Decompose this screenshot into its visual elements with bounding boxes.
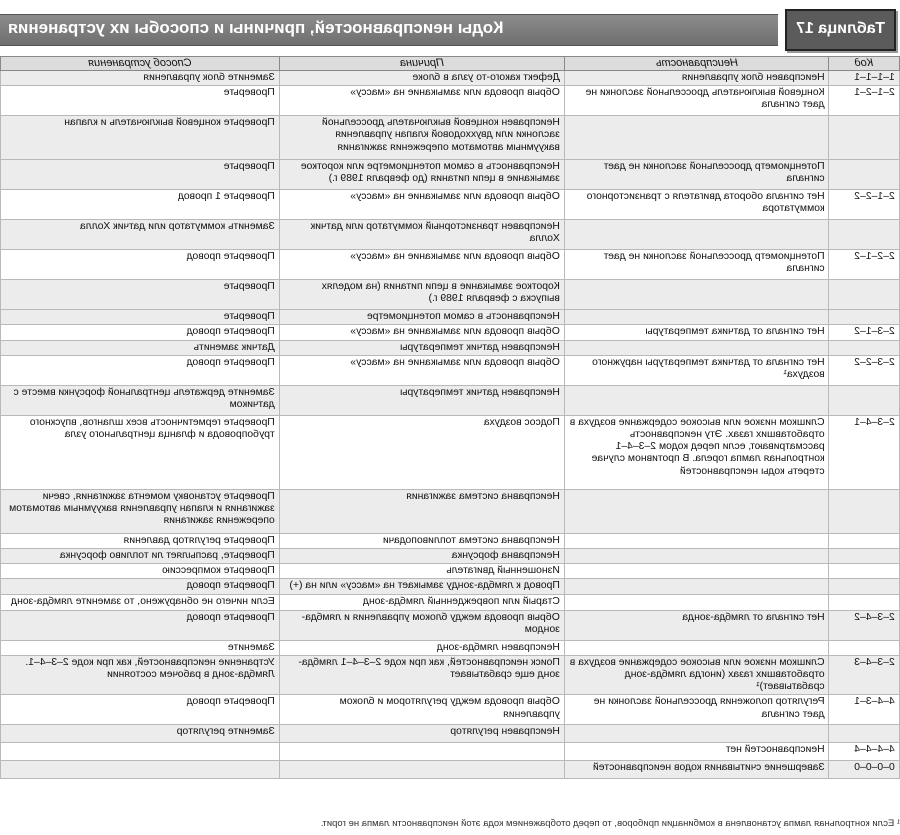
cell-solution xyxy=(1,385,280,415)
cell-solution-text: Проверьте провод xyxy=(186,326,275,338)
table-row xyxy=(1,250,900,280)
cell-cause xyxy=(279,250,564,280)
cell-solution xyxy=(1,220,280,250)
cell-solution-text: Проверьте провод xyxy=(186,696,275,708)
cell-cause-text: Подсос воздуха xyxy=(483,416,560,428)
cell-code-text: 4–4–3–1 xyxy=(854,696,895,708)
cell-cause xyxy=(279,160,564,190)
cell-code xyxy=(829,549,900,564)
table-row xyxy=(1,310,900,325)
cell-fault xyxy=(564,743,829,761)
cell-cause-text: Неисправен датчик температуры xyxy=(399,386,560,398)
cell-cause-text: Неисправна форсунка xyxy=(451,550,560,562)
cell-code-text: 2–3–4–3 xyxy=(854,656,895,668)
cell-code xyxy=(829,579,900,594)
cell-code xyxy=(829,325,900,340)
page-title: Коды неисправностей, причины и способы их устранения xyxy=(8,18,504,37)
cell-cause-text: Поиск неисправностей, как при коде 2–3–4–1 лямбда-зонд еще срабатывает xyxy=(298,656,560,681)
cell-fault xyxy=(564,610,829,640)
footnote-text: ¹ Если контрольная лампа установлена в комбинации приборов, то перед отображением кода этой неисправности лампа не горит. xyxy=(320,818,900,829)
fault-codes-table xyxy=(0,56,900,814)
cell-fault xyxy=(564,761,829,779)
cell-fault xyxy=(564,695,829,725)
cell-code xyxy=(829,533,900,548)
cell-cause xyxy=(279,564,564,579)
cell-solution-text: Проверьте установку момента зажигания, свечи зажигания и клапан управления вакуумным автоматом опережения зажигания xyxy=(9,490,275,527)
cell-fault xyxy=(564,725,829,743)
cell-cause-text: Обрыв провода между регулятором и блоком управления xyxy=(339,696,560,720)
table-row xyxy=(1,564,900,579)
cell-cause-text: Изношенный двигатель xyxy=(446,565,560,577)
cell-cause xyxy=(279,761,564,779)
col-header-solution xyxy=(1,57,280,71)
cell-cause xyxy=(279,385,564,415)
table-row xyxy=(1,220,900,250)
cell-fault-text: Нет сигнала от лямбда-зонда xyxy=(681,611,825,623)
cell-cause xyxy=(279,415,564,489)
table-number-label xyxy=(785,9,896,51)
cell-solution xyxy=(1,325,280,340)
cell-cause xyxy=(279,116,564,160)
cell-cause-text: Неисправность в самом потенциометре или короткое замыкание в цепи питания (до февраля 1989 г.) xyxy=(300,161,560,185)
table-row xyxy=(1,761,900,779)
cell-cause xyxy=(279,549,564,564)
cell-cause-text: Неисправна система зажигания xyxy=(406,490,560,502)
cell-fault xyxy=(564,533,829,548)
cell-cause xyxy=(279,489,564,533)
cell-solution xyxy=(1,655,280,695)
cell-code xyxy=(829,610,900,640)
cell-cause xyxy=(279,725,564,743)
cell-cause xyxy=(279,533,564,548)
cell-solution xyxy=(1,579,280,594)
cell-solution xyxy=(1,355,280,385)
col-header-cause-text: Причина xyxy=(399,57,444,69)
cell-solution-text: Проверьте xyxy=(223,87,275,99)
cell-solution-text: Проверьте регулятор давления xyxy=(123,534,275,546)
cell-cause-text: Неисправен лямбда-зонд xyxy=(436,641,560,653)
cell-fault xyxy=(564,340,829,355)
cell-cause-text: Короткое замыкание в цепи питания (на моделях выпуска с февраля 1989 г.) xyxy=(321,281,560,305)
cell-solution xyxy=(1,190,280,220)
cell-code-text: 2–3–1–2 xyxy=(854,326,895,338)
cell-solution-text: Проверьте, распыляет ли топливо форсунка xyxy=(59,550,275,562)
cell-cause xyxy=(279,340,564,355)
cell-code xyxy=(829,415,900,489)
cell-cause-text: Обрыв провода между блоком управления и лямбда-зондом xyxy=(301,611,560,635)
cell-solution xyxy=(1,640,280,655)
cell-code xyxy=(829,489,900,533)
table-row xyxy=(1,594,900,610)
cell-fault xyxy=(564,250,829,280)
cell-solution xyxy=(1,594,280,610)
title-bar xyxy=(0,14,778,46)
cell-solution-text: Проверьте провод xyxy=(186,251,275,263)
table-row xyxy=(1,695,900,725)
cell-cause xyxy=(279,594,564,610)
cell-solution xyxy=(1,415,280,489)
cell-solution xyxy=(1,564,280,579)
cell-solution xyxy=(1,160,280,190)
table-row xyxy=(1,86,900,116)
table-row xyxy=(1,743,900,761)
table-row xyxy=(1,190,900,220)
cell-fault xyxy=(564,190,829,220)
col-header-fault-text: Неисправность xyxy=(655,57,738,69)
cell-solution-text: Проверьте компрессию xyxy=(162,565,275,577)
cell-code xyxy=(829,220,900,250)
table-row xyxy=(1,533,900,548)
cell-cause-text: Неисправен датчик температуры xyxy=(399,341,560,353)
cell-solution xyxy=(1,86,280,116)
cell-solution-text: Датчик заменить xyxy=(193,341,275,353)
cell-cause-text: Провод к лямбда-зонду замыкает на «массу» или на (+) xyxy=(289,580,560,592)
table-header xyxy=(0,0,900,56)
cell-code-text: 2–2–1–2 xyxy=(854,251,895,263)
cell-cause xyxy=(279,220,564,250)
cell-solution-text: Проверьте провод xyxy=(186,356,275,368)
cell-cause-text: Обрыв провода или замыкание на «массу» xyxy=(350,326,560,338)
cell-solution xyxy=(1,761,280,779)
cell-fault xyxy=(564,280,829,310)
cell-cause-text: Обрыв провода или замыкание на «массу» xyxy=(350,251,560,263)
cell-cause xyxy=(279,610,564,640)
cell-fault-text: Слишком низкое или высокое содержание воздуха в отработавших газах. Эту неисправность рассматривают, если перед кодом 2–3–4–1 контрольная лампа горела. В противном случае стереть коды неисправностей xyxy=(569,416,825,477)
cell-code xyxy=(829,594,900,610)
cell-fault-text: Нет сигнала оборота двигателя с транзисторного коммутатора xyxy=(586,191,825,215)
cell-fault xyxy=(564,415,829,489)
cell-fault-text: Концевой выключатель дроссельной заслонки не дает сигнала xyxy=(585,87,825,111)
cell-cause-text: Неисправен транзисторный коммутатор или датчик Холла xyxy=(310,221,560,245)
cell-solution xyxy=(1,695,280,725)
table-row xyxy=(1,640,900,655)
table-row xyxy=(1,280,900,310)
cell-cause xyxy=(279,280,564,310)
cell-solution xyxy=(1,280,280,310)
table-row xyxy=(1,610,900,640)
cell-solution-text: Заменить коммутатор или датчик Холла xyxy=(80,221,275,233)
cell-cause-text: Неисправен концевой выключатель дроссельной заслонки или двухходовой клапан управления вакуумным автоматом опережения зажигания xyxy=(321,117,560,153)
table-row xyxy=(1,415,900,489)
table-row xyxy=(1,549,900,564)
cell-code xyxy=(829,71,900,86)
table-row xyxy=(1,725,900,743)
cell-fault-text: Слишком низкое или высокое содержание воздуха в отработавших газах (иногда лямбда-зонд срабатывает)¹ xyxy=(569,656,825,693)
cell-cause-text: Обрыв провода или замыкание на «массу» xyxy=(350,87,560,99)
cell-cause-text: Обрыв провода или замыкание на «массу» xyxy=(350,356,560,368)
cell-fault xyxy=(564,579,829,594)
cell-solution-text: Проверьте xyxy=(223,161,275,173)
cell-solution-text: Устранение неисправностей, как при коде 2–3–4–1. Лямбда-зонд в рабочем состоянии xyxy=(25,656,275,681)
cell-cause xyxy=(279,190,564,220)
cell-code-text: 2–1–2–2 xyxy=(854,191,895,203)
cell-solution xyxy=(1,310,280,325)
cell-code-text: 2–3–4–2 xyxy=(854,611,895,623)
cell-solution xyxy=(1,250,280,280)
cell-code xyxy=(829,190,900,220)
cell-fault xyxy=(564,355,829,385)
cell-cause xyxy=(279,71,564,86)
table-row xyxy=(1,340,900,355)
table-row xyxy=(1,116,900,160)
cell-code xyxy=(829,743,900,761)
table-row xyxy=(1,71,900,86)
cell-fault-text: Завершение считывания кодов неисправностей xyxy=(592,762,825,774)
cell-code xyxy=(829,385,900,415)
col-header-cause xyxy=(279,57,564,71)
cell-code-text: 2–1–2–1 xyxy=(854,87,895,99)
table-row xyxy=(1,325,900,340)
cell-cause xyxy=(279,640,564,655)
cell-solution xyxy=(1,71,280,86)
cell-cause-text: Неисправна система топливоподачи xyxy=(382,534,560,546)
cell-solution xyxy=(1,116,280,160)
cell-fault xyxy=(564,325,829,340)
cell-code xyxy=(829,564,900,579)
cell-fault xyxy=(564,86,829,116)
cell-solution-text: Замените держатель центральной форсунки вместе с датчиком xyxy=(13,386,275,411)
cell-fault xyxy=(564,220,829,250)
cell-solution xyxy=(1,549,280,564)
cell-fault-text: Потенциометр дроссельной заслонки не дает сигнала xyxy=(603,251,825,275)
cell-code xyxy=(829,86,900,116)
cell-fault xyxy=(564,594,829,610)
table-row xyxy=(1,489,900,533)
cell-code-text: 1–1–1–1 xyxy=(854,72,895,83)
cell-code-text: 2–3–4–1 xyxy=(854,416,895,428)
cell-fault-text: Неисправностей нет xyxy=(725,744,825,756)
cell-code-text: 0–0–0–0 xyxy=(854,762,895,774)
cell-solution xyxy=(1,725,280,743)
cell-cause-text: Обрыв провода или замыкание на «массу» xyxy=(350,191,560,203)
cell-cause xyxy=(279,655,564,695)
col-header-code xyxy=(829,57,900,71)
cell-code xyxy=(829,340,900,355)
cell-code xyxy=(829,725,900,743)
table-head-row xyxy=(1,57,900,71)
table-row xyxy=(1,655,900,695)
col-header-fault xyxy=(564,57,829,71)
cell-solution-text: Если ничего не обнаружено, то замените лямбда-зонд xyxy=(11,595,275,607)
cell-fault-text: Регулятор положения дроссельной заслонки не дает сигнала xyxy=(593,696,825,720)
cell-cause xyxy=(279,355,564,385)
cell-solution xyxy=(1,340,280,355)
cell-solution-text: Проверьте 1 провод xyxy=(178,191,275,203)
cell-code xyxy=(829,761,900,779)
cell-solution-text: Проверьте провод xyxy=(186,580,275,592)
cell-solution-text: Проверьте xyxy=(223,281,275,293)
cell-fault xyxy=(564,160,829,190)
col-header-solution-text: Способ устранения xyxy=(88,57,192,69)
table-row xyxy=(1,160,900,190)
cell-code xyxy=(829,695,900,725)
cell-cause-text: Старый или поврежденный лямбда-зонд xyxy=(362,595,560,607)
cell-solution xyxy=(1,743,280,761)
table-row xyxy=(1,355,900,385)
cell-fault xyxy=(564,640,829,655)
cell-code xyxy=(829,250,900,280)
cell-solution-text: Замените регулятор xyxy=(176,726,275,738)
cell-solution xyxy=(1,610,280,640)
cell-cause xyxy=(279,310,564,325)
cell-code-text: 2–3–2–2 xyxy=(854,356,895,368)
cell-fault xyxy=(564,385,829,415)
cell-fault xyxy=(564,116,829,160)
cell-solution-text: Проверьте xyxy=(223,311,275,323)
cell-code xyxy=(829,655,900,695)
col-header-code-text: Код xyxy=(854,57,874,69)
cell-solution-text: Замените xyxy=(227,641,275,653)
cell-cause-text: Неисправен регулятор xyxy=(450,726,560,738)
cell-code xyxy=(829,355,900,385)
cell-code xyxy=(829,280,900,310)
cell-fault xyxy=(564,549,829,564)
cell-solution xyxy=(1,489,280,533)
cell-code xyxy=(829,310,900,325)
table-body xyxy=(1,71,900,779)
cell-fault-text: Потенциометр дроссельной заслонки не дает сигнала xyxy=(603,161,825,185)
cell-cause xyxy=(279,579,564,594)
cell-fault xyxy=(564,71,829,86)
table-row xyxy=(1,385,900,415)
cell-fault xyxy=(564,655,829,695)
cell-fault-text: Неисправен блок управления xyxy=(681,72,825,83)
cell-cause-text: Дефект какого-то узла в блоке xyxy=(412,72,560,83)
cell-solution-text: Проверьте концевой выключатель и клапан xyxy=(64,117,275,129)
cell-solution-text: Замените блок управления xyxy=(143,72,275,83)
cell-solution-text: Проверьте провод xyxy=(186,611,275,623)
cell-fault xyxy=(564,310,829,325)
cell-fault-text: Нет сигнала от датчика температуры xyxy=(644,326,825,338)
cell-fault-text: Нет сигнала от датчика температуры наружного воздуха¹ xyxy=(591,356,825,381)
cell-fault xyxy=(564,489,829,533)
cell-code xyxy=(829,116,900,160)
cell-cause xyxy=(279,743,564,761)
cell-code-text: 4–4–4–4 xyxy=(854,744,895,756)
cell-solution xyxy=(1,533,280,548)
table-number-text: Таблица 17 xyxy=(796,20,885,37)
cell-cause xyxy=(279,325,564,340)
footnote xyxy=(0,818,900,833)
table-row xyxy=(1,579,900,594)
cell-cause-text: Неисправность в самом потенциометре xyxy=(366,311,560,323)
cell-cause xyxy=(279,695,564,725)
cell-code xyxy=(829,640,900,655)
cell-fault xyxy=(564,564,829,579)
cell-solution-text: Проверьте герметичность всех шлангов, впускного трубопровода и фланца центрального узла xyxy=(29,416,275,441)
cell-cause xyxy=(279,86,564,116)
cell-code xyxy=(829,160,900,190)
